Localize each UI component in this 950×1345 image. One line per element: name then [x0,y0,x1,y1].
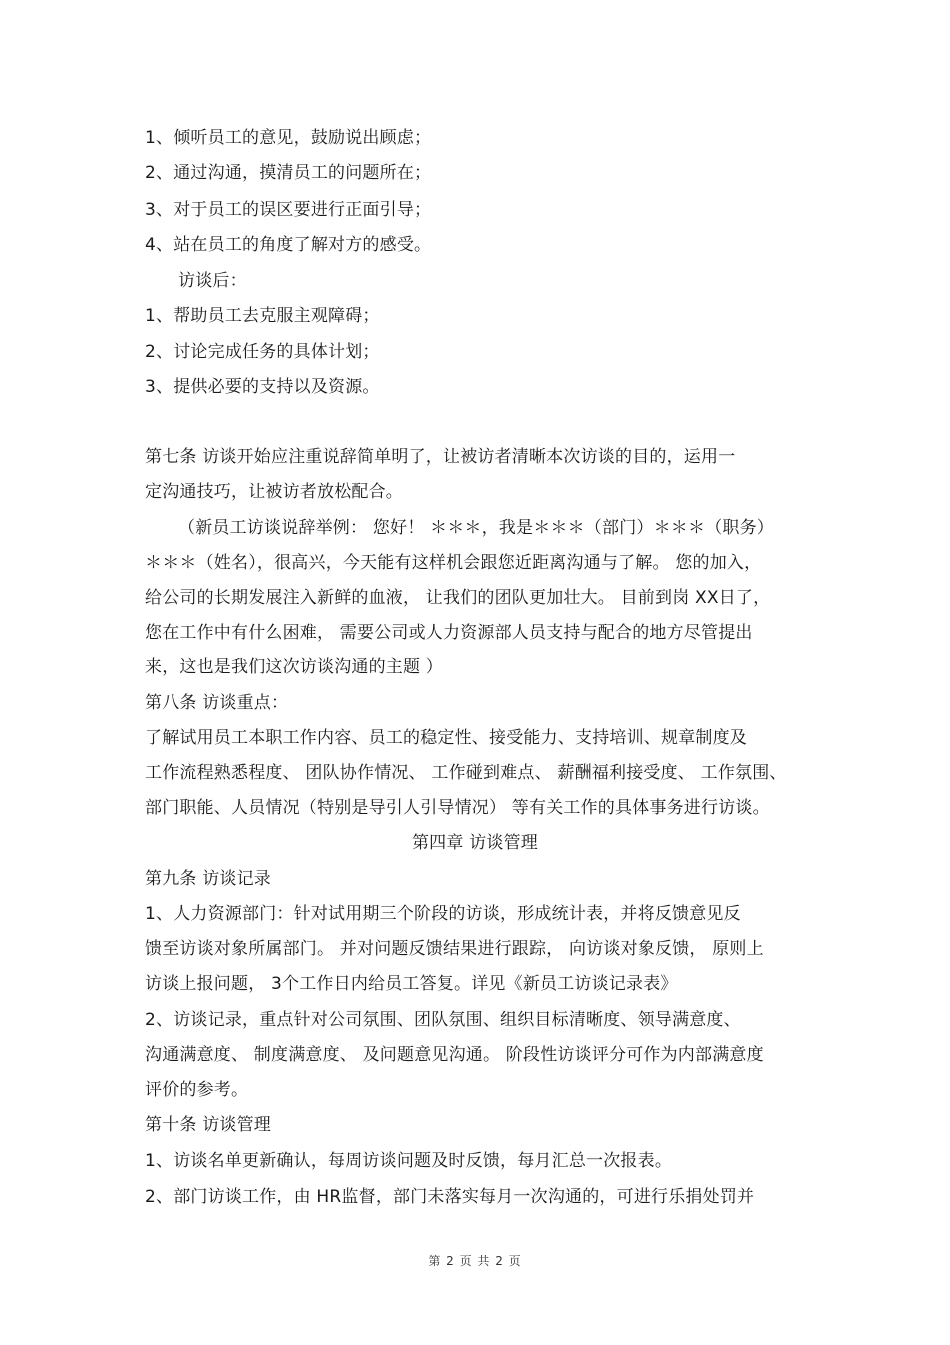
article-9-line: 馈至访谈对象所属部门。 并对问题反馈结果进行跟踪， 向访谈对象反馈， 原则上 [145,939,764,959]
list-item: 1、倾听员工的意见，鼓励说出顾虑； [145,128,432,148]
article-9-line: 2、访谈记录，重点针对公司氛围、团队氛围、组织目标清晰度、领导满意度、 [145,1010,741,1030]
article-8-heading: 第八条 访谈重点： [145,693,289,713]
example-paragraph-line: 您在工作中有什么困难， 需要公司或人力资源部人员支持与配合的地方尽管提出 [145,623,753,643]
article-8-line: 了解试用员工本职工作内容、员工的稳定性、接受能力、支持培训、规章制度及 [145,728,747,748]
article-9-line: 沟通满意度、 制度满意度、 及问题意见沟通。 阶段性访谈评分可作为内部满意度 [145,1045,764,1065]
article-9-line: 访谈上报问题， 3个工作日内给员工答复。详见《新员工访谈记录表》 [145,974,678,994]
article-10-line: 1、访谈名单更新确认，每周访谈问题及时反馈，每月汇总一次报表。 [145,1151,673,1171]
article-9-line: 1、人力资源部门：针对试用期三个阶段的访谈，形成统计表，并将反馈意见反 [145,904,741,924]
list-item: 3、对于员工的误区要进行正面引导； [145,200,432,220]
list-item: 2、通过沟通，摸清员工的问题所在； [145,163,432,183]
list-item: 4、站在员工的角度了解对方的感受。 [145,235,432,255]
list-item: 2、讨论完成任务的具体计划； [145,342,380,362]
list-item: 1、帮助员工去克服主观障碍； [145,306,380,326]
article-8-line: 工作流程熟悉程度、 团队协作情况、 工作碰到难点、 薪酬福利接受度、 工作氛围、 [145,763,787,783]
article-9-line: 评价的参考。 [145,1080,249,1100]
example-paragraph-line: （新员工访谈说辞举例： 您好！ ＊＊＊，我是＊＊＊（部门）＊＊＊（职务） [178,518,775,538]
page-footer: 第 2 页 共 2 页 [428,1254,522,1268]
chapter-title: 第四章 访谈管理 [411,833,538,853]
article-7-line: 定沟通技巧，让被访者放松配合。 [145,482,403,502]
example-paragraph-line: 来，这也是我们这次访谈沟通的主题 ） [145,657,444,677]
section-subheading: 访谈后： [178,271,247,291]
article-8-line: 部门职能、人员情况（特别是导引人引导情况） 等有关工作的具体事务进行访谈。 [145,798,770,818]
list-item: 3、提供必要的支持以及资源。 [145,377,380,397]
article-9-heading: 第九条 访谈记录 [145,869,272,889]
article-10-heading: 第十条 访谈管理 [145,1115,272,1135]
example-paragraph-line: 给公司的长期发展注入新鲜的血液， 让我们的团队更加壮大。 目前到岗 XX日了， [145,588,771,608]
article-7-line: 第七条 访谈开始应注重说辞简单明了，让被访者清晰本次访谈的目的，运用一 [145,447,736,467]
article-10-line: 2、部门访谈工作，由 HR监督，部门未落实每月一次沟通的，可进行乐捐处罚并 [145,1187,755,1207]
example-paragraph-line: ＊＊＊（姓名），很高兴，今天能有这样机会跟您近距离沟通与了解。 您的加入， [145,553,762,573]
